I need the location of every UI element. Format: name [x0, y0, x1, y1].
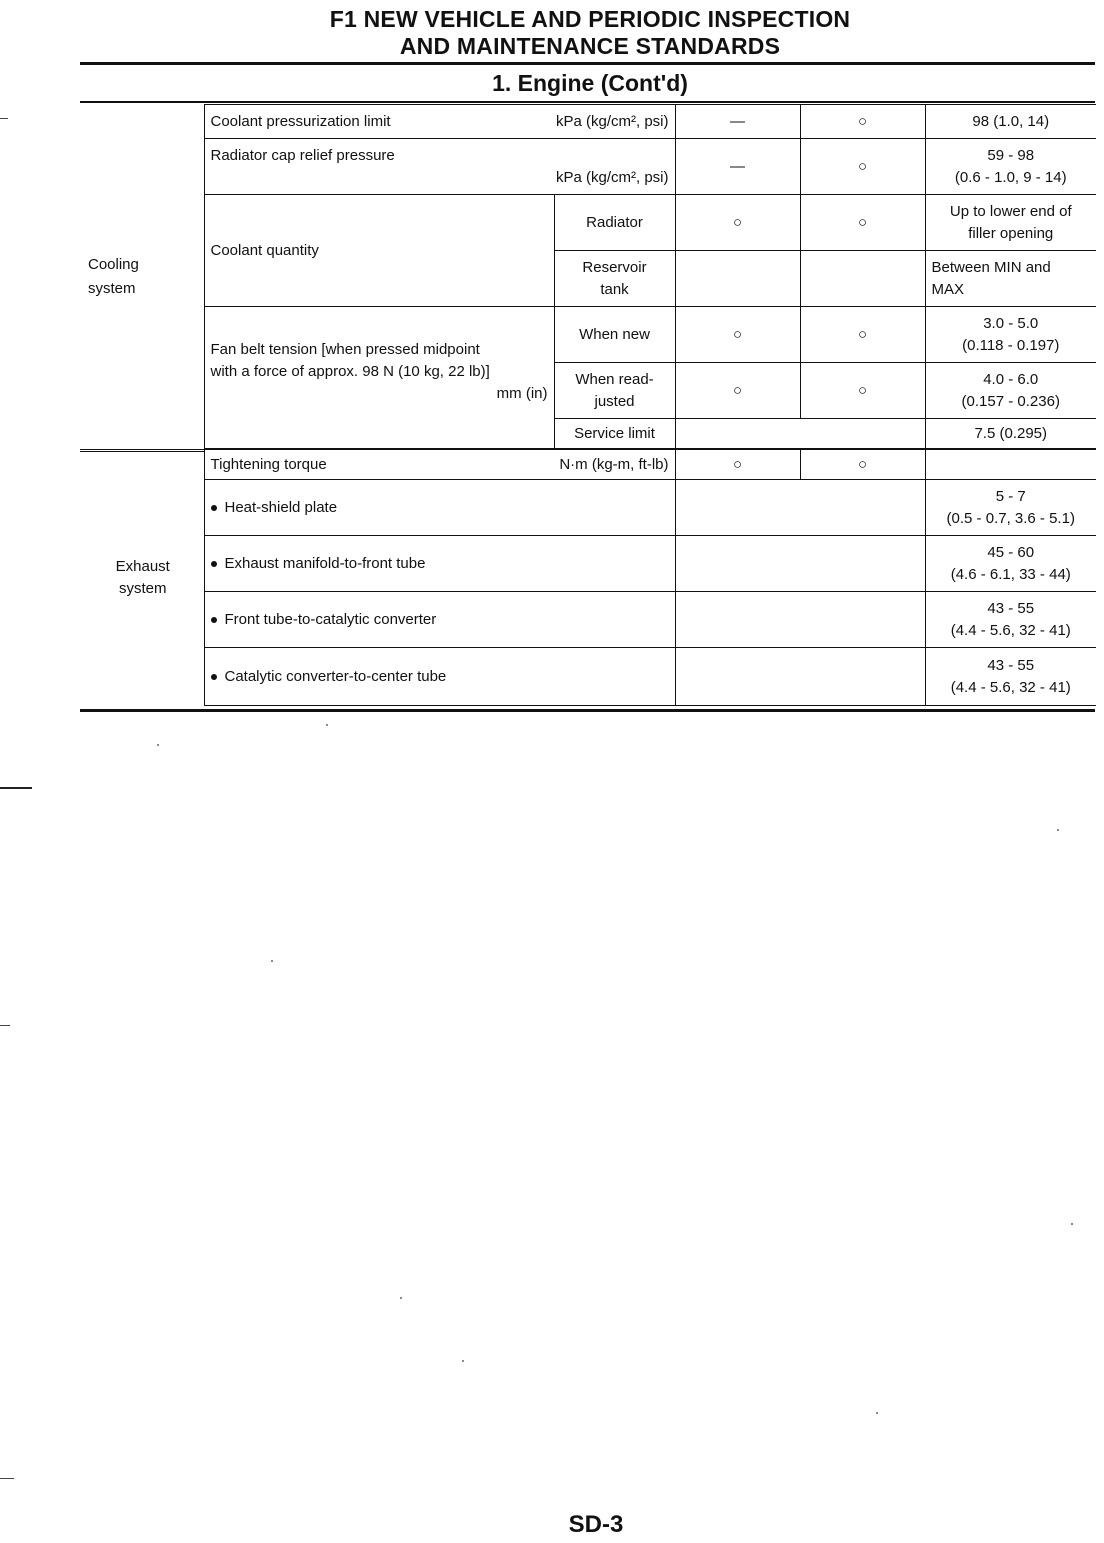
readjusted-value-2: (0.157 - 0.236)	[961, 392, 1060, 410]
exhaust-item-3-value: 43 - 55 (4.4 - 5.6, 32 - 41)	[925, 592, 1096, 648]
table-bottom-rule	[80, 709, 1095, 712]
row-exhaust-item	[80, 648, 1096, 706]
fan-belt-item-1: Fan belt tension [when pressed midpoint	[210, 341, 480, 358]
margin-mark	[0, 787, 32, 789]
bullet-icon	[211, 561, 217, 567]
scan-dot	[271, 960, 273, 962]
cap-relief-value-1: 59 - 98	[987, 146, 1035, 164]
row-coolant-pressurization	[80, 105, 1096, 139]
title-line-1: F1 NEW VEHICLE AND PERIODIC INSPECTION	[329, 6, 851, 32]
when-new-new: ○	[675, 307, 800, 363]
when-new-value-1: 3.0 - 5.0	[983, 314, 1039, 332]
exhaust-system-label	[80, 450, 204, 706]
title-rule	[80, 62, 1095, 65]
pressurization-new: —	[675, 105, 800, 139]
page-number: SD-3	[568, 1511, 624, 1538]
cap-relief-new: —	[675, 139, 800, 195]
readjusted-label-1: When read-	[575, 370, 654, 388]
pressurization-unit: kPa (kg/cm², psi)	[555, 112, 669, 130]
torque-item: Tightening torque	[210, 455, 327, 473]
scan-dot	[157, 744, 159, 746]
exhaust-item-2-value: 45 - 60 (4.6 - 6.1, 33 - 44)	[925, 536, 1096, 592]
title-line-2: AND MAINTENANCE STANDARDS	[399, 33, 781, 59]
readjusted-periodic: ○	[800, 363, 925, 419]
pressurization-periodic: ○	[800, 105, 925, 139]
scan-dot	[326, 724, 328, 726]
torque-unit: N·m (kg-m, ft-lb)	[559, 455, 669, 473]
cap-relief-value	[925, 139, 1096, 195]
scan-dot	[1071, 1223, 1073, 1225]
radiator-value	[925, 195, 1096, 251]
pressurization-item: Coolant pressurization limit	[210, 112, 391, 130]
readjusted-value	[925, 363, 1096, 419]
cap-relief-unit: kPa (kg/cm², psi)	[555, 168, 669, 186]
exhaust-item-4-label: Catalytic converter-to-center tube	[204, 648, 675, 706]
margin-mark	[0, 1478, 14, 1479]
row-coolant-radiator	[80, 195, 1096, 251]
margin-mark	[0, 1025, 10, 1026]
reservoir-periodic	[800, 251, 925, 307]
scan-dot	[462, 1360, 464, 1362]
exhaust-item-1-label: Heat-shield plate	[204, 480, 675, 536]
reservoir-new	[675, 251, 800, 307]
torque-value-empty	[925, 450, 1096, 480]
cap-relief-periodic: ○	[800, 139, 925, 195]
row-fan-belt-new	[80, 307, 1096, 363]
torque-item-cell	[204, 450, 675, 480]
row-exhaust-item	[80, 592, 1096, 648]
section-divider	[80, 451, 204, 452]
spec-table	[80, 104, 1096, 706]
subtitle-rule	[80, 101, 1095, 103]
torque-periodic: ○	[800, 450, 925, 480]
exhaust-item-4-value: 43 - 55 (4.4 - 5.6, 32 - 41)	[925, 648, 1096, 706]
reservoir-value-1: Between MIN and	[931, 258, 1051, 276]
when-new-periodic: ○	[800, 307, 925, 363]
reservoir-value-2: MAX	[931, 280, 965, 298]
radiator-new: ○	[675, 195, 800, 251]
cap-relief-item-cell	[204, 139, 675, 195]
radiator-value-2: filler opening	[968, 224, 1054, 242]
fan-belt-unit: mm (in)	[496, 385, 548, 402]
readjusted-new: ○	[675, 363, 800, 419]
service-limit-label: Service limit	[554, 419, 675, 449]
pressurization-item-cell	[204, 105, 675, 139]
reservoir-label	[554, 251, 675, 307]
radiator-value-1: Up to lower end of	[949, 202, 1072, 220]
reservoir-label-2: tank	[600, 280, 629, 298]
service-limit-value: 7.5 (0.295)	[925, 419, 1096, 449]
bullet-icon	[211, 505, 217, 511]
pressurization-value: 98 (1.0, 14)	[925, 105, 1096, 139]
exhaust-item-4-empty	[675, 648, 925, 706]
exhaust-label-1: Exhaust	[115, 557, 170, 575]
row-tightening-torque	[80, 450, 1096, 480]
service-limit-empty	[675, 419, 925, 449]
reservoir-label-1: Reservoir	[582, 258, 647, 276]
bullet-icon	[211, 674, 217, 680]
exhaust-item-1-empty	[675, 480, 925, 536]
radiator-label: Radiator	[554, 195, 675, 251]
cap-relief-item: Radiator cap relief pressure	[210, 146, 395, 164]
when-new-label: When new	[554, 307, 675, 363]
readjusted-label	[554, 363, 675, 419]
when-new-value	[925, 307, 1096, 363]
exhaust-label-2: system	[118, 579, 167, 597]
section-subtitle: 1. Engine (Cont'd)	[492, 70, 688, 96]
radiator-periodic: ○	[800, 195, 925, 251]
row-cap-relief	[80, 139, 1096, 195]
cooling-system-label: Cooling system	[80, 105, 204, 450]
exhaust-item-1-value: 5 - 7 (0.5 - 0.7, 3.6 - 5.1)	[925, 480, 1096, 536]
reservoir-value	[925, 251, 1096, 307]
readjusted-label-2: justed	[594, 392, 635, 410]
exhaust-item-3-empty	[675, 592, 925, 648]
scan-dot	[876, 1412, 878, 1414]
cap-relief-value-2: (0.6 - 1.0, 9 - 14)	[954, 168, 1067, 186]
torque-new: ○	[675, 450, 800, 480]
exhaust-item-3-label: Front tube-to-catalytic converter	[204, 592, 675, 648]
scan-dot	[400, 1297, 402, 1299]
row-exhaust-item	[80, 536, 1096, 592]
coolant-quantity-item: Coolant quantity	[204, 195, 554, 307]
when-new-value-2: (0.118 - 0.197)	[962, 336, 1060, 354]
exhaust-item-2-label: Exhaust manifold-to-front tube	[204, 536, 675, 592]
bullet-icon	[211, 617, 217, 623]
fan-belt-item-2: with a force of approx. 98 N (10 kg, 22 lb)]	[210, 363, 490, 380]
fan-belt-item	[204, 307, 554, 449]
margin-mark	[0, 118, 8, 119]
readjusted-value-1: 4.0 - 6.0	[983, 370, 1039, 388]
exhaust-item-2-empty	[675, 536, 925, 592]
row-exhaust-item	[80, 480, 1096, 536]
scan-dot	[1057, 829, 1059, 831]
